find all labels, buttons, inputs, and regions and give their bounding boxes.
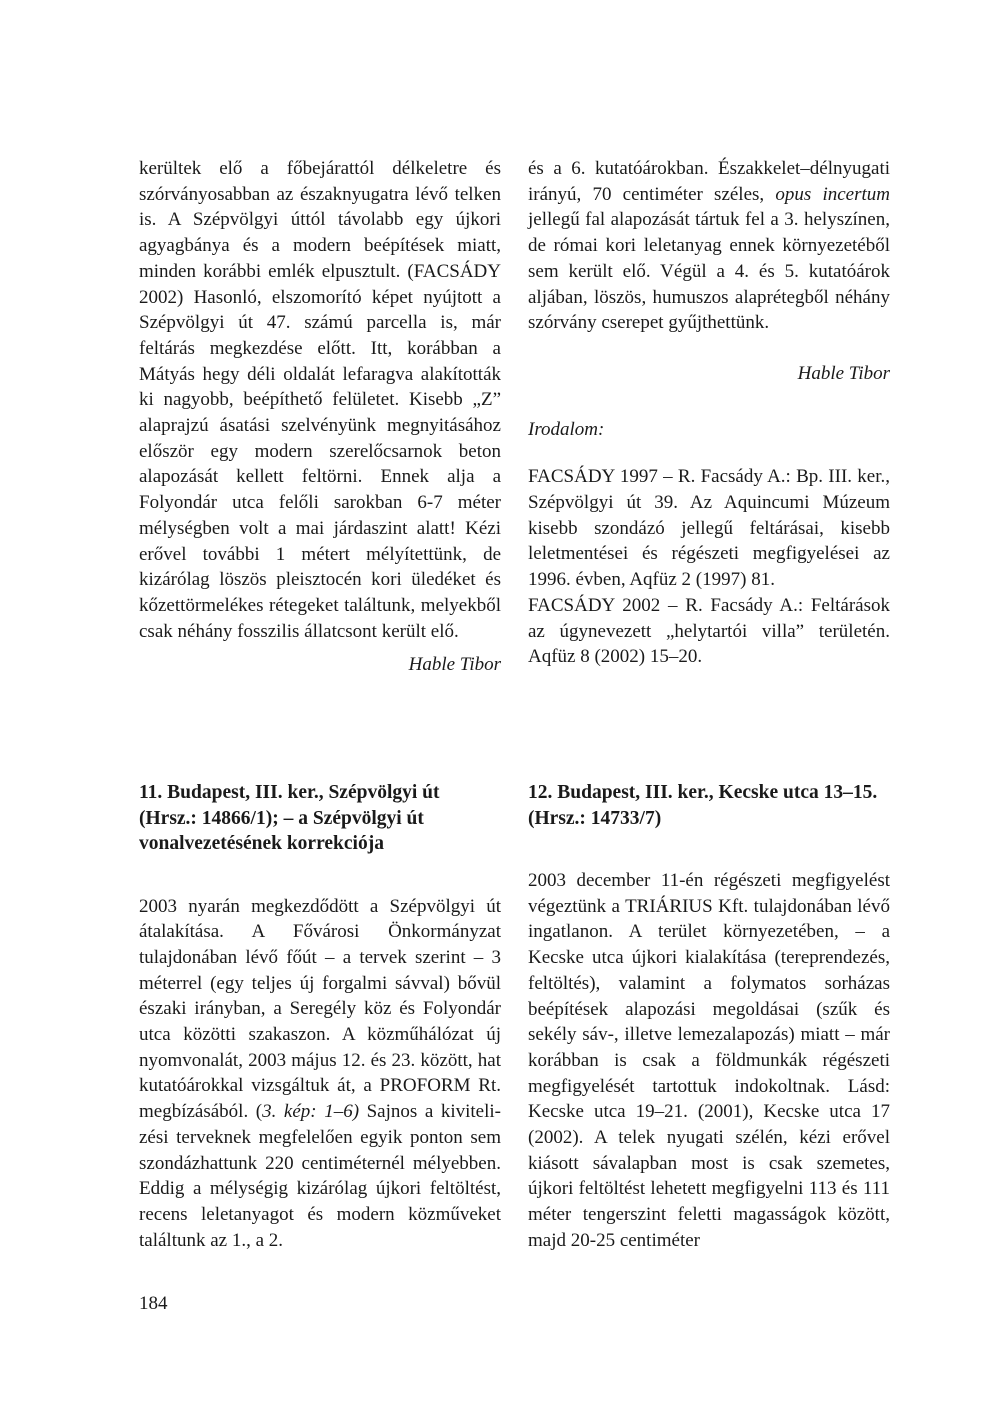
reference-entry: FACSÁDY 2002 – R. Facsády A.: Feltárások az úgynevezett „helytartói villa” területén. Aqfüz 8 (2002) 15–20. [528,594,890,668]
figure-reference: 3. kép: 1–6) [262,1101,360,1123]
body-paragraph: és a 6. kutatóárokban. Északkelet–délnyugati irányú, 70 centiméter széles, opus incertum jellegű fal alapozását tártuk fel a 3. helyszínen, de római kori leletanyag ennek környezetéből sem került elő. Végül a 4. és 5. kutatóárok aljában, löszös, humuszos alaprétegből néhány szórvány cserepet gyűjthettünk. [528,158,890,334]
reference-entry: FACSÁDY 1997 – R. Facsády A.: Bp. III. ker., Szépvölgyi út 39. Az Aquincumi Múzeum kisebb szondázó jellegű feltárásai, kisebb leletmentései és régészeti megfigyelései az 1996. évben, Aqfüz 2 (1997) 81. [528,466,890,591]
author-signature: Hable Tibor [797,362,890,384]
body-paragraph: kerültek elő a főbejárattól délkeletre és szórványosabban az északnyugatra lévő telken is. A Szépvölgyi úttól távolabb egy újkori agyagbánya és a modern beépítések miatt, minden korábbi emlék elpusztult. (FACSÁDY 2002) Hasonló, elszomorító képet nyújtott a Szépvölgyi út 47. számú parcella is, már feltárás megkezdése előtt. Itt, korábban a Mátyás hegy déli oldalát lefaragva alakították ki nagyobb, beépíthető felületet. Kisebb „Z” alaprajzú ásatási szelvényünk megnyitásához először egy modern szerelőcsarnok beton alapozását kellett feltörni. Ennek alja a Folyondár utca felőli sarokban 6-7 méter mélységben volt a mai járdaszint alatt! Kézi erővel további 1 métert mélyítettünk, de kizárólag löszös pleisztocén kori üledéket és kőzettörmelékes rétegeket találtunk, melyekből csak néhány fosszilis állatcsont került elő. [139,158,501,642]
author-signature: Hable Tibor [408,654,501,676]
section-heading: 12. Budapest, III. ker., Kecske utca 13–15. (Hrsz.: 14733/7) [528,782,878,829]
section-heading: 11. Budapest, III. ker., Szépvölgyi út (Hrsz.: 14866/1); – a Szépvölgyi út vonalvezetésének korrekciója [139,782,440,854]
section-12 [528,780,890,1254]
top-right-column [528,156,890,670]
top-left-column [139,156,501,678]
references-heading: Irodalom: [528,418,605,440]
page-number: 184 [139,1293,168,1314]
body-paragraph: 2003 december 11-én régészeti megfigyelést végeztünk a TRIÁRIUS Kft. tulajdonában lévő ingatlanon. A terület környezetében, – a Kecske utca újkori kialakítása (tereprendezés, feltöltés), valamint a folymatos sorházas beépítések alapozási megoldásai (szűk és sekély sáv-, illetve lemezalapozás) miatt – már korábban is csak a földmunkák régészeti megfigyelését tartottuk indokoltnak. Lásd: Kecske utca 19–21. (2001), Kecske utca 17 (2002). A telek nyugati szélén, kézi erővel kiásott sávalapban most is csak szemetes, újkori feltöltést lehetett megfigyelni 113 és 111 méter tengerszint feletti magasságok között, majd 20-25 centiméter [528,870,890,1251]
italic-term: opus incertum [775,183,890,205]
body-paragraph: 2003 nyarán megkezdődött a Szépvölgyi út átalakítása. A Fővárosi Önkormányzat tulajdonában lévő főút – a tervek szerint – 3 méterrel (egy teljes új forgalmi sávval) bővül északi irányban, a Seregély köz és Folyondár utca közötti szakaszon. A közműhálózat új nyomvonalát, 2003 május 12. és 23. között, hat kutatóárokkal vizsgáltuk át, a PROFORM Rt. megbízásából. (3. kép: 1–6) Sajnos a kivitelizési terveknek megfelelően egyik ponton sem szondázhattunk 220 centiméternél mélyebben. Eddig a mélységig kizárólag újkori feltöltést, recens leletanyagot és modern közműveket találtunk az 1., a 2. [139,895,501,1251]
section-11 [139,780,501,1253]
